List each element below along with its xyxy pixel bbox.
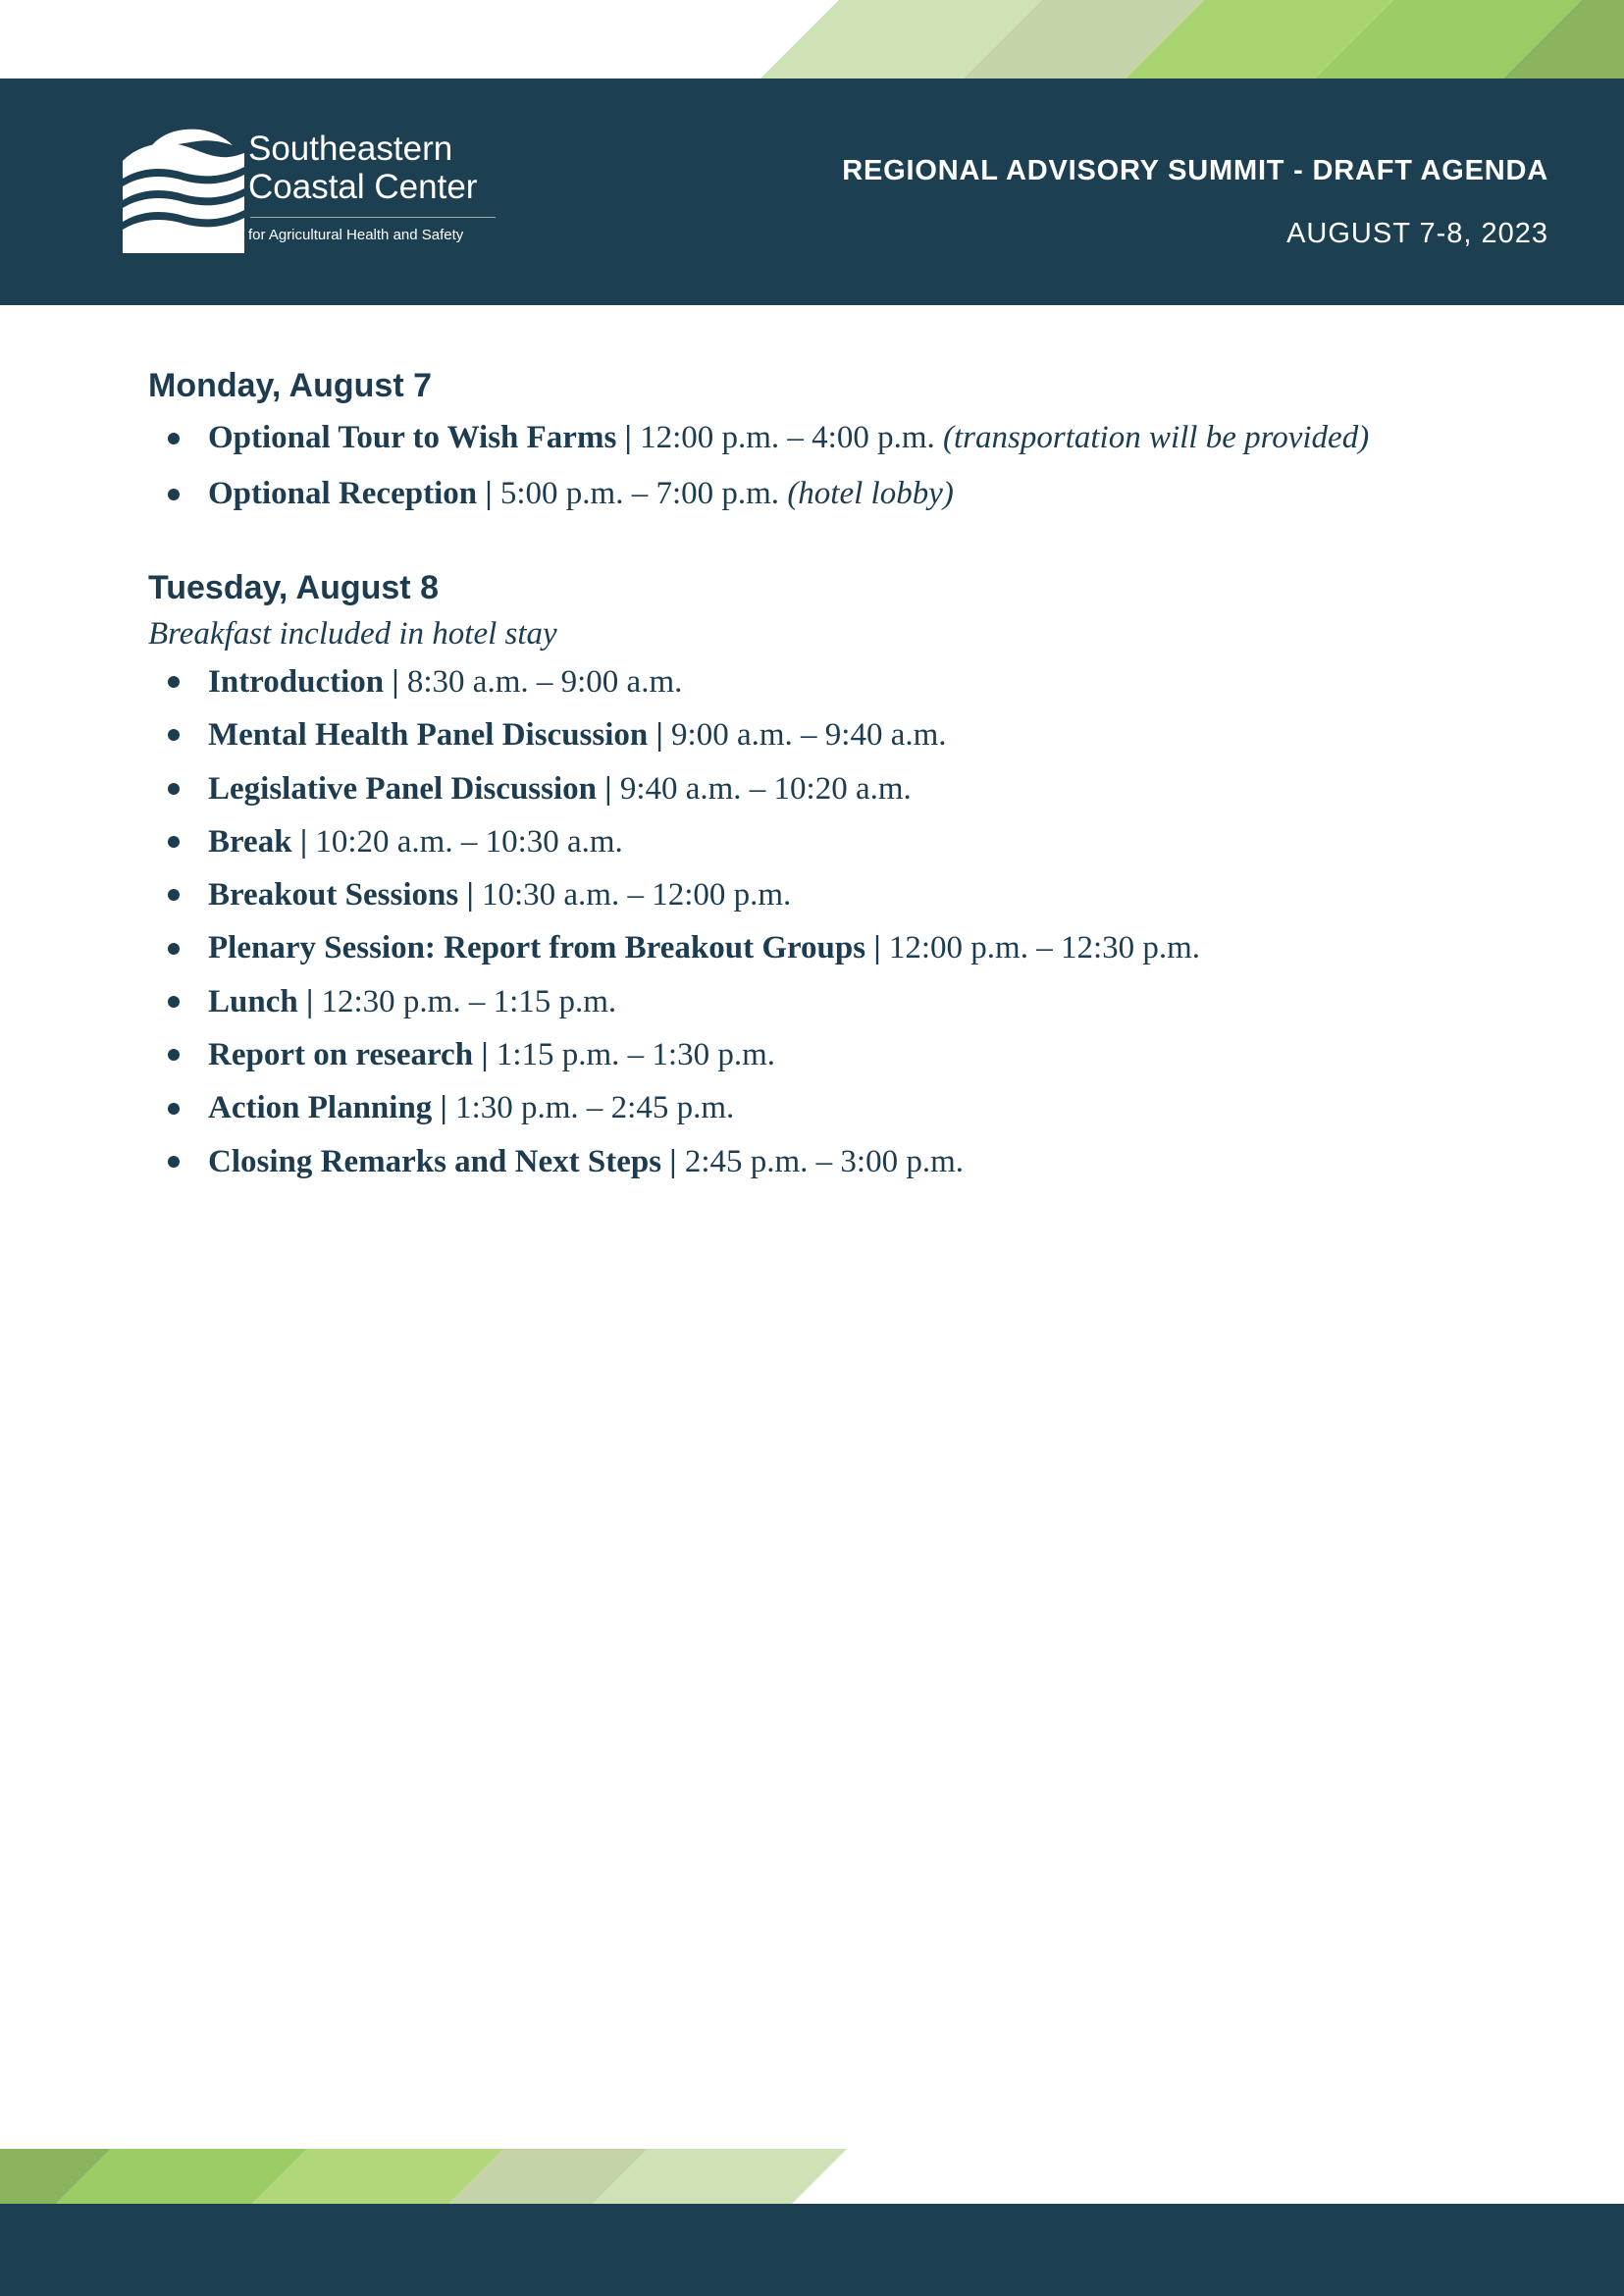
item-time: 1:15 p.m. – 1:30 p.m. — [496, 1037, 776, 1073]
item-title: Plenary Session: Report from Breakout Groups — [208, 930, 866, 966]
day-heading-tuesday: Tuesday, August 8 — [148, 569, 439, 606]
item-separator: | — [384, 664, 407, 700]
agenda-item — [148, 815, 1542, 868]
item-time: 9:00 a.m. – 9:40 a.m. — [671, 717, 947, 754]
item-separator: | — [458, 877, 482, 913]
item-title: Closing Remarks and Next Steps — [208, 1143, 662, 1179]
bullet-icon — [168, 836, 180, 848]
agenda-item — [148, 762, 1542, 815]
agenda-item — [148, 466, 1542, 522]
item-separator: | — [661, 1143, 685, 1179]
agenda-item — [148, 868, 1542, 921]
agenda-content — [148, 361, 1542, 1188]
agenda-item — [148, 655, 1542, 708]
bullet-icon — [168, 943, 180, 955]
event-dates: AUGUST 7-8, 2023 — [1286, 218, 1548, 249]
day-heading-monday: Monday, August 7 — [148, 367, 432, 404]
tuesday-agenda-list — [148, 655, 1542, 1188]
item-separator: | — [297, 983, 322, 1019]
item-time: 9:40 a.m. – 10:20 a.m. — [619, 770, 912, 807]
item-separator: | — [865, 930, 889, 966]
agenda-item — [148, 410, 1542, 466]
agenda-item — [148, 975, 1542, 1028]
item-time: 5:00 p.m. – 7:00 p.m. — [499, 476, 780, 511]
footer-band — [0, 2204, 1624, 2296]
item-title: Action Planning — [208, 1090, 433, 1126]
bullet-icon — [168, 783, 180, 795]
bullet-icon — [168, 676, 180, 688]
item-time: 12:30 p.m. – 1:15 p.m. — [321, 983, 617, 1019]
org-logo — [123, 128, 515, 255]
item-time: 1:30 p.m. – 2:45 p.m. — [455, 1090, 735, 1126]
item-separator: | — [648, 717, 672, 754]
org-name-line2: Coastal Center — [248, 168, 478, 206]
org-tagline: for Agricultural Health and Safety — [248, 227, 464, 243]
bullet-icon — [168, 889, 180, 901]
day-note: Breakfast included in hotel stay — [148, 616, 557, 652]
item-title: Report on research — [208, 1037, 474, 1073]
agenda-item — [148, 1028, 1542, 1081]
bullet-icon — [168, 1156, 180, 1168]
item-title: Optional Reception — [208, 476, 478, 511]
item-title: Optional Tour to Wish Farms — [208, 420, 617, 455]
agenda-item — [148, 1135, 1542, 1188]
item-separator: | — [597, 770, 620, 807]
item-separator: | — [432, 1090, 456, 1126]
logo-divider — [250, 217, 496, 218]
item-time: 12:00 p.m. – 12:30 p.m. — [888, 930, 1201, 966]
item-separator: | — [473, 1037, 497, 1073]
agenda-item — [148, 1081, 1542, 1134]
item-time: 8:30 a.m. – 9:00 a.m. — [406, 664, 683, 700]
item-title: Breakout Sessions — [208, 877, 459, 913]
bullet-icon — [168, 1049, 180, 1061]
item-time: 12:00 p.m. – 4:00 p.m. — [640, 420, 935, 455]
event-title: REGIONAL ADVISORY SUMMIT - DRAFT AGENDA — [842, 155, 1548, 186]
item-title: Mental Health Panel Discussion — [208, 717, 649, 754]
bullet-icon — [168, 1103, 180, 1115]
agenda-item — [148, 921, 1542, 974]
item-separator: | — [616, 420, 641, 455]
bullet-icon — [168, 433, 180, 444]
org-name — [248, 130, 523, 206]
monday-agenda-list — [148, 410, 1542, 522]
item-time: 2:45 p.m. – 3:00 p.m. — [684, 1143, 965, 1179]
item-time: 10:30 a.m. – 12:00 p.m. — [481, 877, 792, 913]
bullet-icon — [168, 729, 180, 741]
bullet-icon — [168, 996, 180, 1008]
item-title: Lunch — [208, 983, 298, 1019]
top-decorative-stripes — [0, 0, 1624, 78]
bottom-decorative-stripes — [0, 2149, 854, 2204]
item-title: Break — [208, 823, 292, 860]
waves-logo-icon — [123, 128, 244, 253]
item-note: (hotel lobby) — [787, 476, 954, 511]
item-note: (transportation will be provided) — [943, 420, 1370, 455]
item-separator: | — [477, 476, 500, 511]
item-time: 10:20 a.m. – 10:30 a.m. — [315, 823, 623, 860]
section-spacer — [148, 522, 1542, 563]
item-title: Legislative Panel Discussion — [208, 770, 598, 807]
agenda-item — [148, 708, 1542, 761]
bullet-icon — [168, 489, 180, 500]
item-title: Introduction — [208, 664, 385, 700]
org-name-line1: Southeastern — [248, 130, 453, 168]
item-separator: | — [291, 823, 316, 860]
